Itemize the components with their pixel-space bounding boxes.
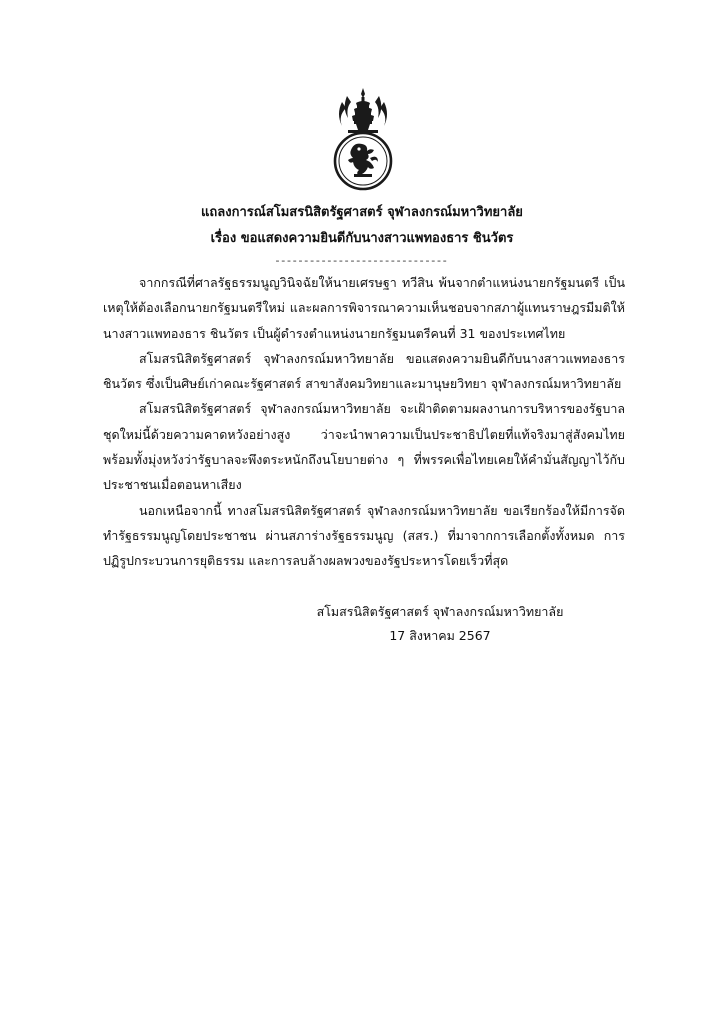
paragraph: สโมสรนิสิตรัฐศาสตร์ จุฬาลงกรณ์มหาวิทยาลัย จะเฝ้าติดตามผลงานการบริหารของรัฐบาลชุดใหม่นี้ด้วยความคาดหวังอย่างสูง ว่าจะนำพาความเป็นประชาธิปไตยที่แท้จริงมาสู่สังคมไทย พร้อมทั้งมุ่งหวังว่ารัฐบาลจะพึงตระหนักถึงนโยบายต่าง ๆ ที่พรรคเพื่อไทยเคยให้คำมั่นสัญญาไว้กับประชาชนเมื่อตอนหาเสียง [103, 401, 625, 493]
paragraph: จากกรณีที่ศาลรัฐธรรมนูญวินิจฉัยให้นายเศรษฐา ทวีสิน พ้นจากตำแหน่งนายกรัฐมนตรี เป็นเหตุให้ต้องเลือกนายกรัฐมนตรีใหม่ และผลการพิจารณาความเห็นชอบจากสภาผู้แทนราษฎรมีมติให้ นางสาวแพทองธาร ชินวัตร เป็นผู้ดำรงตำแหน่งนายกรัฐมนตรีคนที่ 31 ของประเทศไทย [103, 275, 625, 341]
signature-date: 17 สิงหาคม 2567 [389, 628, 491, 643]
paragraph: นอกเหนือจากนี้ ทางสโมสรนิสิตรัฐศาสตร์ จุฬาลงกรณ์มหาวิทยาลัย ขอเรียกร้องให้มีการจัดทำรัฐธรรมนูญโดยประชาชน ผ่านสภาร่างรัฐธรรมนูญ (สสร.) ที่มาจากการเลือกตั้งทั้งหมด การปฏิรูปกระบวนการยุติธรรม และการลบล้างผลพวงของรัฐประหารโดยเร็วที่สุด [103, 502, 625, 569]
university-emblem-icon [332, 88, 394, 192]
statement-subject: เรื่อง ขอแสดงความยินดีกับนางสาวแพทองธาร ชินวัตร [210, 231, 514, 246]
signature-organization: สโมสรนิสิตรัฐศาสตร์ จุฬาลงกรณ์มหาวิทยาลัย [316, 604, 564, 619]
divider: ------------------------------ [275, 254, 449, 267]
statement-body [103, 270, 625, 574]
paragraph: สโมสรนิสิตรัฐศาสตร์ จุฬาลงกรณ์มหาวิทยาลัย ขอแสดงความยินดีกับนางสาวแพทองธาร ชินวัตร ซึ่งเป็นศิษย์เก่าคณะรัฐศาสตร์ สาขาสังคมวิทยาและมานุษยวิทยา จุฬาลงกรณ์มหาวิทยาลัย [103, 350, 625, 392]
statement-title: แถลงการณ์สโมสรนิสิตรัฐศาสตร์ จุฬาลงกรณ์มหาวิทยาลัย [201, 205, 523, 220]
